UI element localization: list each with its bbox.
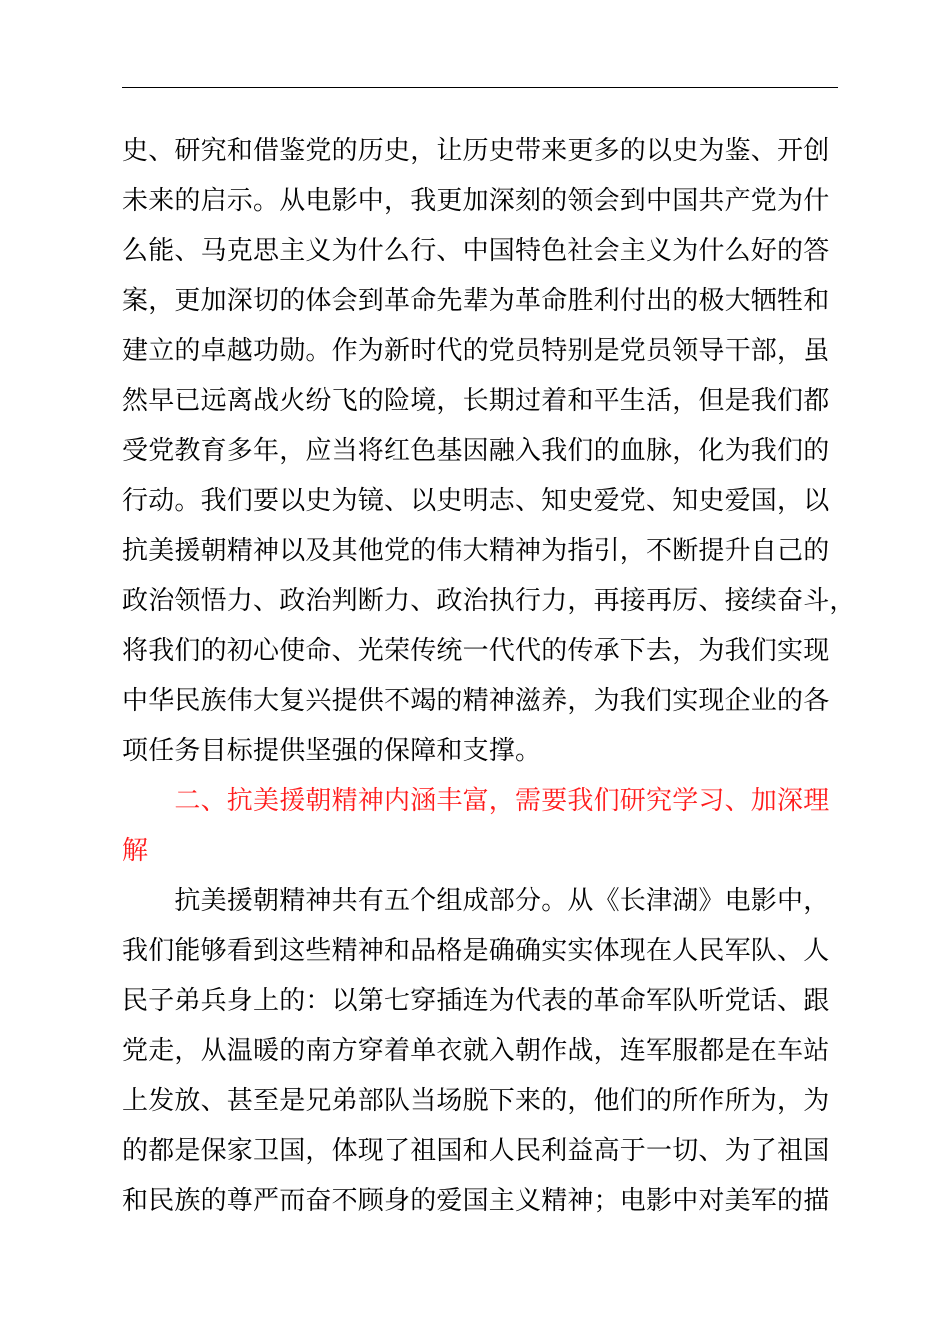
- text-line: 政治领悟力、政治判断力、政治执行力，再接再厉、接续奋斗，: [122, 586, 856, 616]
- text-line: 上发放、甚至是兄弟部队当场脱下来的，他们的所作所为，为: [122, 1086, 830, 1116]
- section-heading-continued: 解: [122, 836, 149, 866]
- text-line: 我们能够看到这些精神和品格是确确实实体现在人民军队、人: [122, 936, 830, 966]
- text-line: 抗美援朝精神共有五个组成部分。从《长津湖》电影中，: [122, 886, 830, 916]
- text-line: 和民族的尊严而奋不顾身的爱国主义精神；电影中对美军的描: [122, 1186, 830, 1216]
- text-line: 抗美援朝精神以及其他党的伟大精神为指引，不断提升自己的: [122, 536, 830, 566]
- document-body: [122, 126, 856, 1226]
- section-heading: 二、抗美援朝精神内涵丰富，需要我们研究学习、加深理: [122, 786, 830, 816]
- text-line: 史、研究和借鉴党的历史，让历史带来更多的以史为鉴、开创: [122, 136, 830, 166]
- text-line: 中华民族伟大复兴提供不竭的精神滋养，为我们实现企业的各: [122, 686, 830, 716]
- text-line: 受党教育多年，应当将红色基因融入我们的血脉，化为我们的: [122, 436, 830, 466]
- text-line: 民子弟兵身上的：以第七穿插连为代表的革命军队听党话、跟: [122, 986, 830, 1016]
- text-line: 将我们的初心使命、光荣传统一代代的传承下去，为我们实现: [122, 636, 830, 666]
- header-rule: [122, 87, 838, 88]
- text-line: 未来的启示。从电影中，我更加深刻的领会到中国共产党为什: [122, 186, 830, 216]
- text-line: 么能、马克思主义为什么行、中国特色社会主义为什么好的答: [122, 236, 830, 266]
- text-line: 的都是保家卫国，体现了祖国和人民利益高于一切、为了祖国: [122, 1136, 830, 1166]
- text-line: 案，更加深切的体会到革命先辈为革命胜利付出的极大牺牲和: [122, 286, 830, 316]
- text-line: 项任务目标提供坚强的保障和支撑。: [122, 736, 542, 766]
- text-line: 行动。我们要以史为镜、以史明志、知史爱党、知史爱国，以: [122, 486, 830, 516]
- text-line: 党走，从温暖的南方穿着单衣就入朝作战，连军服都是在车站: [122, 1036, 830, 1066]
- text-line: 建立的卓越功勋。作为新时代的党员特别是党员领导干部，虽: [122, 336, 830, 366]
- text-line: 然早已远离战火纷飞的险境，长期过着和平生活，但是我们都: [122, 386, 830, 416]
